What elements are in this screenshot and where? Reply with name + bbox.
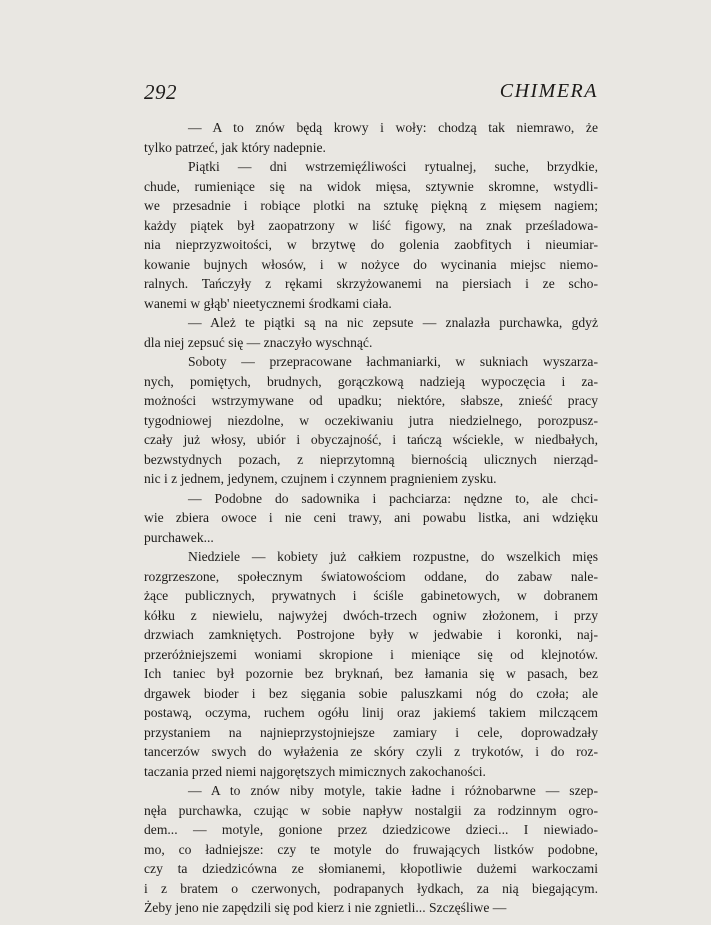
- text-line: dla niej zepsuć się — znaczyło wyschnąć.: [144, 334, 373, 350]
- text-line: Soboty — przepracowane łachmaniarki, w sukniach wyszarza-: [188, 354, 598, 369]
- text-line: Ich taniec był pozornie bez bryknań, bez łamania się w pasach, bez: [144, 666, 598, 681]
- text-line: — A to znów niby motyle, takie ładne i różnobarwne — szep-: [188, 783, 598, 798]
- text-line: wie zbiera owoce i nie ceni trawy, ani powabu listka, ani wdzięku: [144, 510, 598, 525]
- text-line: żące publicznych, prywatnych i ściśle gabinetowych, w dobranem: [144, 588, 598, 603]
- text-line: mo, co ładniejsze: czy te motyle do fruwających listków podobne,: [144, 841, 598, 857]
- text-line: bezwstydnych pozach, z nieprzytomną biernością ulicznych nierząd-: [144, 451, 598, 467]
- text-line: kowanie bujnych włosów, i w nożyce do wycinania miejsc niemo-: [144, 256, 598, 272]
- paragraph: [144, 313, 598, 352]
- text-line: Piątki — dni wstrzemięźliwości rytualnej, suche, brzydkie,: [188, 159, 598, 174]
- body-text: [144, 118, 598, 918]
- text-line: tygodniowej niezdolne, w oczekiwaniu jutra niedzielnego, porozpusz-: [144, 412, 598, 428]
- text-line: wanemi w głąb' nieetycznemi środkami ciała.: [144, 295, 392, 311]
- page-number: 292: [144, 80, 177, 104]
- paragraph: [144, 781, 598, 918]
- paragraph: [144, 489, 598, 548]
- text-line: dem... — motyle, gonione przez dziedzicowe dzieci... I niewiado-: [144, 822, 598, 837]
- text-line: każdy piątek był zaopatrzony w liść figowy, na znak prześladowa-: [144, 217, 598, 233]
- paragraph: [144, 352, 598, 489]
- text-line: kółku z niewielu, najwyżej dwóch-trzech ogniw złożonem, i przy: [144, 607, 598, 623]
- text-line: purchawek...: [144, 529, 214, 545]
- text-line: nęła purchawka, czując w sobie napływ nostalgii za rodzinnym ogro-: [144, 802, 598, 818]
- text-line: tylko patrzeć, jak który nadepnie.: [144, 139, 326, 155]
- paragraph: [144, 157, 598, 313]
- text-line: przystaniem na najnieprzystojniejsze zamiary i cele, doprowadzały: [144, 724, 598, 740]
- journal-title: CHIMERA: [499, 80, 598, 102]
- text-line: chude, rumieniące się na widok mięsa, sztywnie skromne, wstydli-: [144, 178, 598, 194]
- text-line: taczania przed niemi najgorętszych mimicznych zakochaności.: [144, 763, 486, 779]
- text-line: nia nieprzyzwoitości, w brzytwę do golenia zaobfitych i nieumiar-: [144, 237, 598, 252]
- text-line: — A to znów będą krowy i woły: chodzą tak niemrawo, że: [188, 120, 598, 135]
- text-line: tancerzów swych do wyłażenia ze skóry czyli z trykotów, i do roz-: [144, 744, 598, 759]
- text-line: Niedziele — kobiety już całkiem rozpustne, do wszelkich mięs: [188, 549, 598, 564]
- text-line: możności wstrzymywane od upadku; niektóre, słabsze, znieść pracy: [144, 393, 598, 408]
- text-line: — Podobne do sadownika i pachciarza: nędzne to, ale chci-: [188, 490, 598, 506]
- running-head: [144, 80, 598, 106]
- text-line: Żeby jeno nie zapędzili się pod kierz i nie zgnietli... Szczęśliwe —: [144, 900, 507, 915]
- paragraph: [144, 118, 598, 157]
- text-line: rozgrzeszone, społecznym światowościom oddane, do zabaw nale-: [144, 568, 598, 584]
- text-line: drgawek bioder i bez sięgania sobie paluszkami nóg do czoła; ale: [144, 685, 598, 701]
- text-line: postawą, oczyma, ruchem ogółu linij oraz jakiemś takiem milczącem: [144, 705, 598, 720]
- text-line: czy ta dziedzicówna ze słomianemi, kłopotliwie dużemi warkoczami: [144, 861, 598, 876]
- text-line: przeróżniejszemi woniami skropione i mieniące się od klejnotów.: [144, 646, 598, 662]
- text-line: nic i z jednem, jedynem, czujnem i czynnem pragnieniem zysku.: [144, 471, 497, 486]
- text-line: nych, pomiętych, brudnych, gorączkową nadzieją wypoczęcia i za-: [144, 373, 598, 389]
- paragraph: [144, 547, 598, 781]
- text-line: we przesadnie i robiące plotki na sztukę piękną z mięsem nagiem;: [144, 198, 598, 213]
- text-line: — Ależ te piątki są na nic zepsute — znalazła purchawka, gdyż: [188, 315, 598, 330]
- text-line: i z bratem o czerwonych, podrapanych łydkach, za nią biegającym.: [144, 880, 598, 896]
- text-line: ralnych. Tańczyły z rękami skrzyżowanemi na piersiach i ze scho-: [144, 276, 598, 291]
- text-line: drzwiach zamkniętych. Postrojone były w jedwabie i koronki, naj-: [144, 627, 598, 642]
- text-line: czały już włosy, ubiór i obyczajność, i tańczą wściekle, w niedbałych,: [144, 432, 598, 447]
